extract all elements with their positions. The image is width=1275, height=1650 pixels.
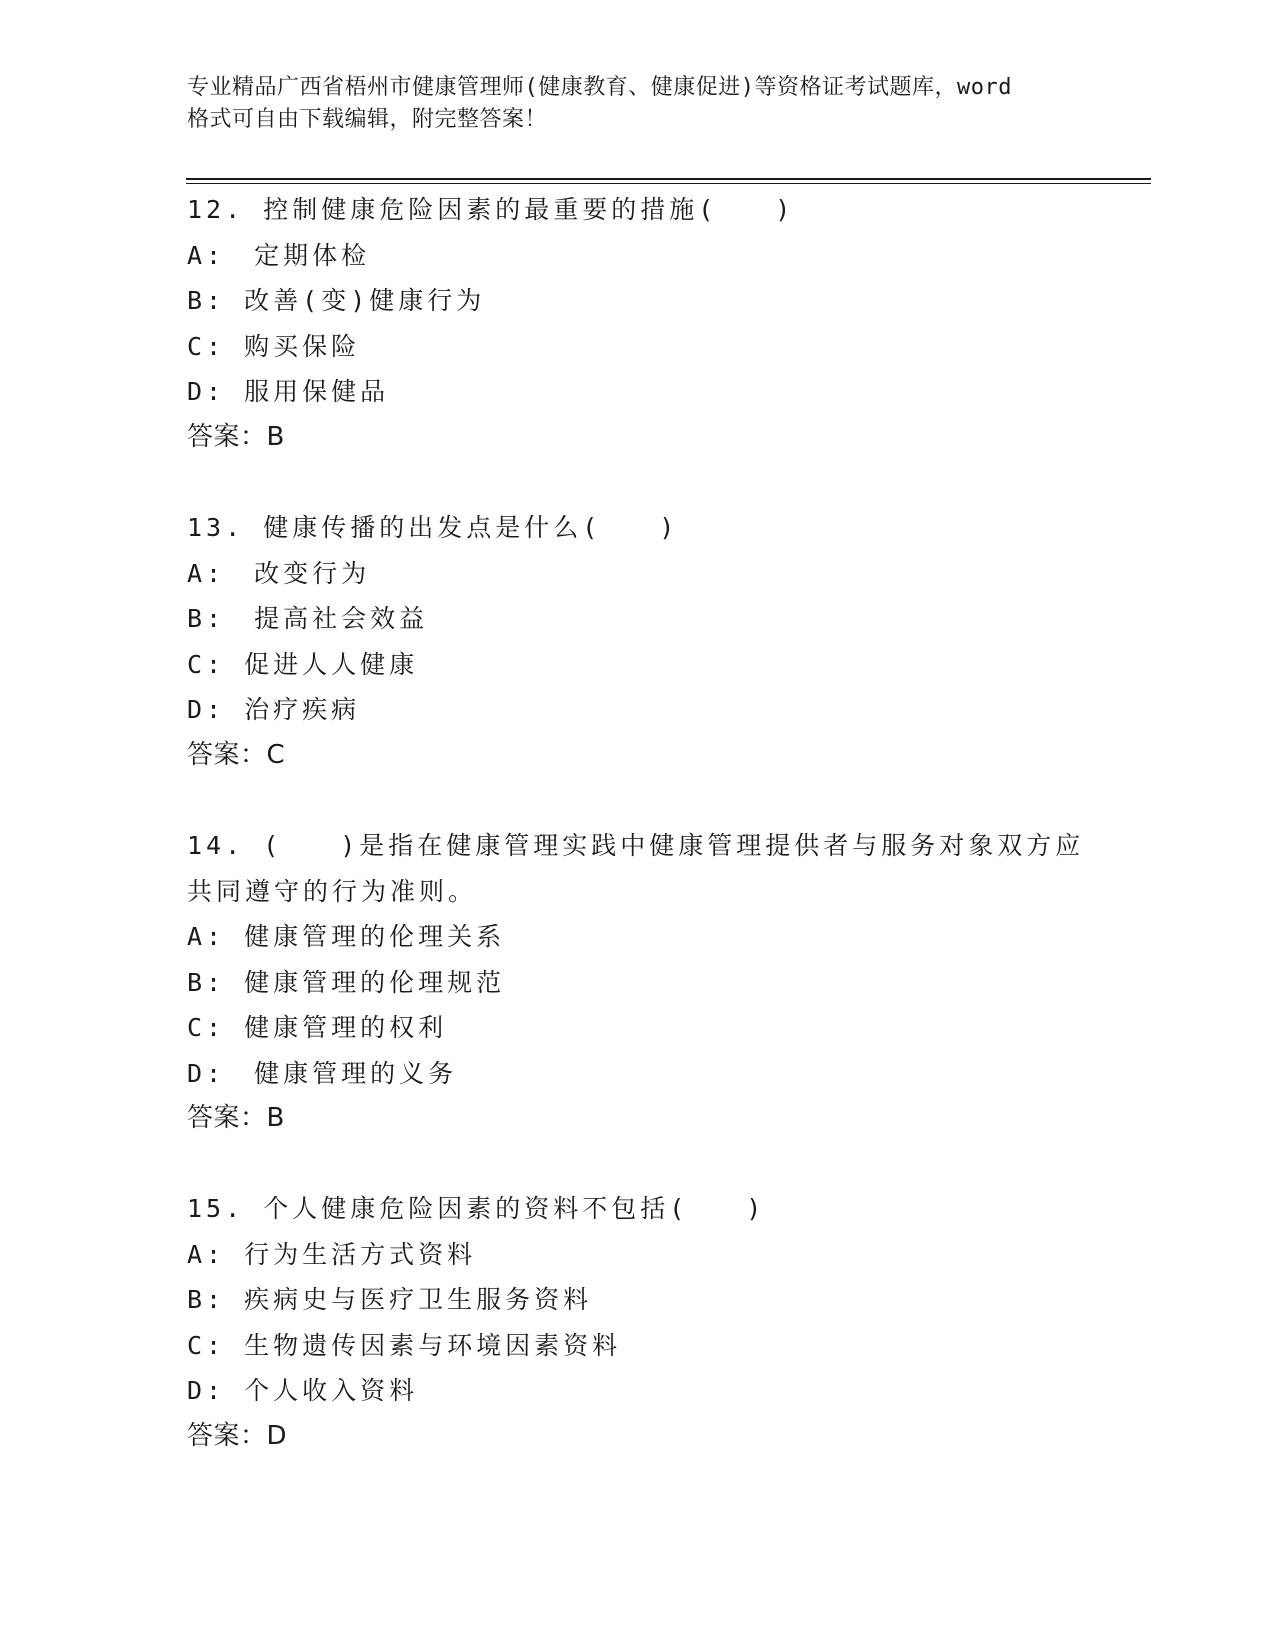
option-d: D: 服用保健品	[187, 377, 390, 406]
option-c: C: 生物遗传因素与环境因素资料	[187, 1330, 622, 1360]
question-stem-line-2: 共同遵守的行为准则。	[187, 876, 478, 906]
question-stem: 15. 个人健康危险因素的资料不包括( )	[187, 1194, 766, 1223]
option-d: D: 个人收入资料	[187, 1376, 419, 1405]
question-14	[187, 823, 1107, 1142]
option-a: A: 健康管理的伦理关系	[187, 922, 506, 951]
option-c: C: 健康管理的权利	[187, 1013, 448, 1042]
option-a: A: 改变行为	[187, 558, 371, 588]
question-stem: 14. ( )是指在健康管理实践中健康管理提供者与服务对象双方应	[187, 831, 1085, 860]
option-b: B: 健康管理的伦理规范	[187, 967, 506, 997]
question-12	[187, 187, 1107, 460]
answer-label: 答案：C	[187, 739, 286, 770]
question-stem: 13. 健康传播的出发点是什么( )	[187, 513, 679, 542]
option-a: A: 定期体检	[187, 240, 371, 270]
option-a: A: 行为生活方式资料	[187, 1239, 477, 1269]
option-b: B: 疾病史与医疗卫生服务资料	[187, 1285, 593, 1314]
option-b: B: 提高社会效益	[187, 604, 429, 633]
option-b: B: 改善(变)健康行为	[187, 286, 486, 315]
question-15	[187, 1186, 1107, 1459]
option-c: C: 购买保险	[187, 331, 361, 361]
option-d: D: 健康管理的义务	[187, 1058, 458, 1088]
header-divider-thick	[186, 178, 1151, 180]
header-line-2: 格式可自由下载编辑，附完整答案！	[187, 107, 548, 132]
question-13	[187, 505, 1107, 778]
document-header	[187, 72, 1087, 136]
header-divider-thin	[186, 183, 1151, 184]
answer-label: 答案：B	[187, 421, 285, 452]
answer-label: 答案：B	[187, 1103, 285, 1133]
header-line-1: 专业精品广西省梧州市健康管理师(健康教育、健康促进)等资格证考试题库，word	[187, 75, 1012, 100]
question-stem: 12. 控制健康危险因素的最重要的措施( )	[187, 195, 795, 224]
answer-label: 答案：D	[187, 1420, 288, 1451]
option-c: C: 促进人人健康	[187, 649, 419, 679]
option-d: D: 治疗疾病	[187, 695, 361, 724]
